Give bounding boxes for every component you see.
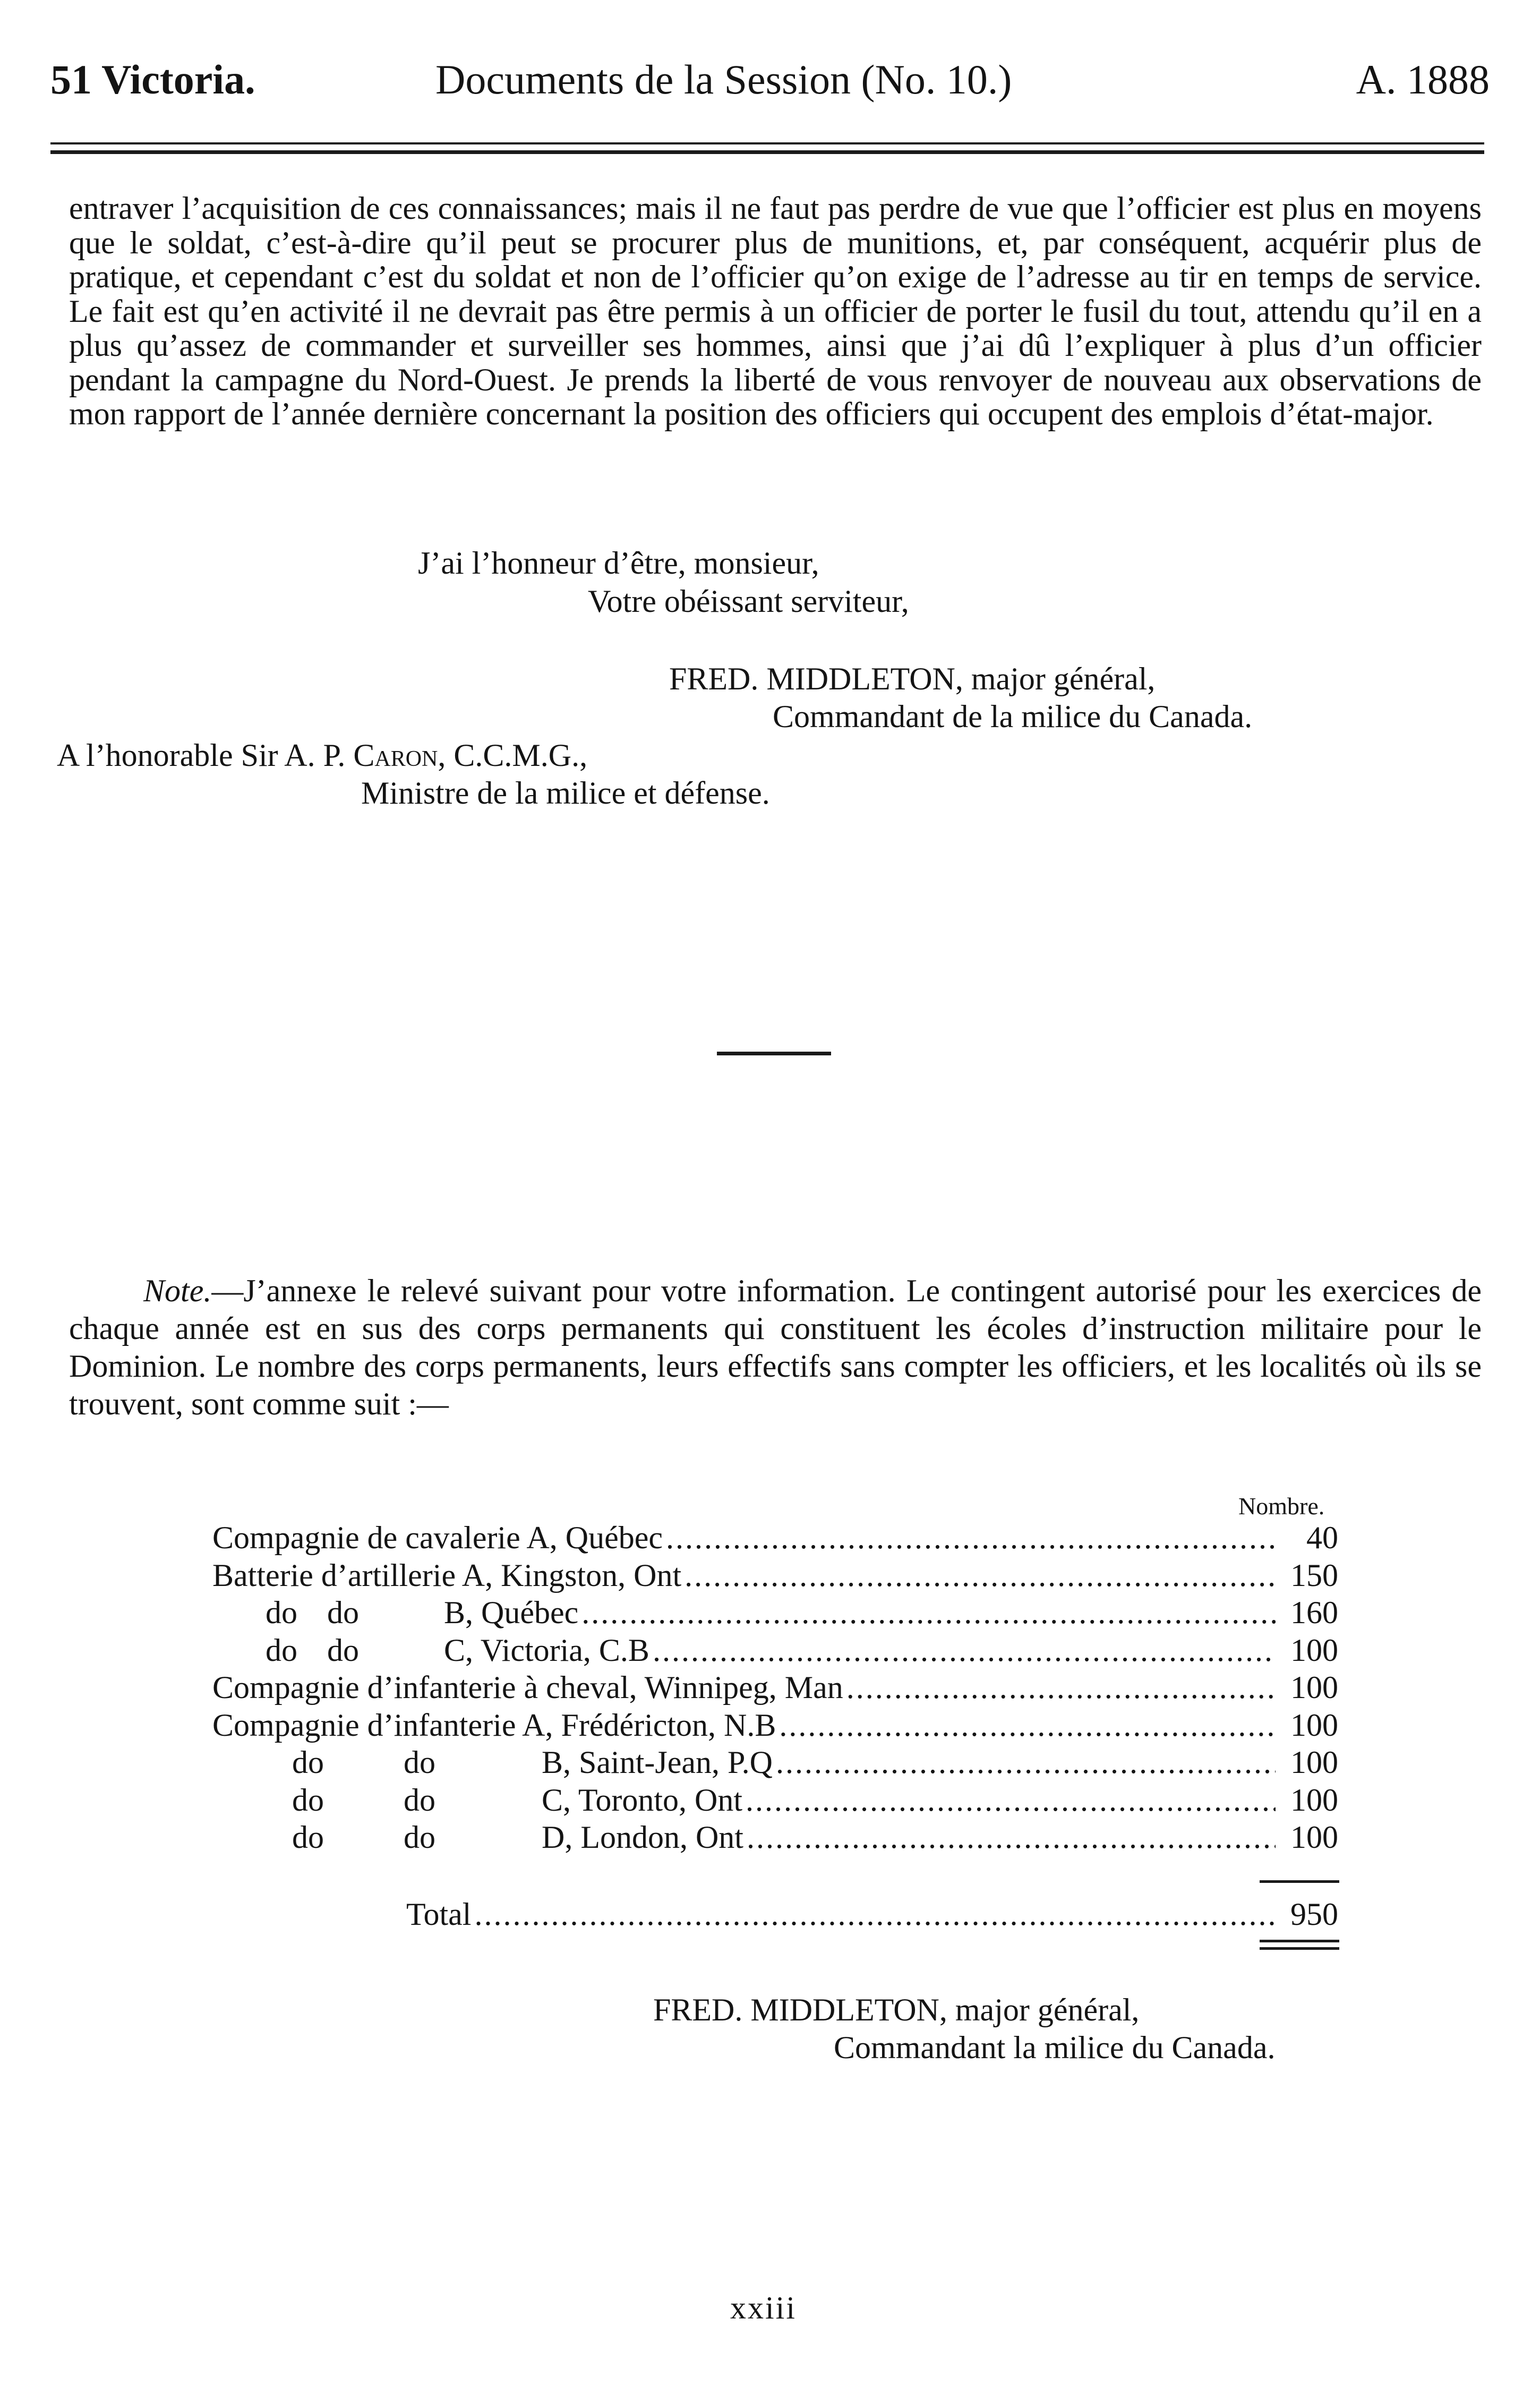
page-header: [50, 50, 1490, 109]
signature2-name: FRED. MIDDLETON, major général,: [653, 1992, 1140, 2027]
row-value: 100: [1290, 1782, 1338, 1818]
header-volume: 51 Victoria.: [50, 56, 255, 103]
row-label: Compagnie de cavalerie A, Québec: [212, 1520, 663, 1555]
row-label: Compagnie d’infanterie A, Frédéricton, N.B: [212, 1707, 776, 1743]
dot-leader: [742, 1781, 1276, 1819]
total-double-rule-bottom: [1260, 1947, 1339, 1950]
row-value: 40: [1306, 1520, 1338, 1555]
ditto-mark: do: [404, 1745, 435, 1780]
column-header-nombre: Nombre.: [1238, 1493, 1325, 1520]
ditto-mark: do: [404, 1820, 435, 1855]
ditto-mark: do: [266, 1632, 297, 1668]
closing-servant: Votre obéissant serviteur,: [588, 584, 909, 619]
table-row: [212, 1707, 1338, 1744]
total-label: Total: [406, 1897, 472, 1932]
dot-leader: [471, 1896, 1276, 1933]
addressee: [57, 737, 587, 774]
header-rule-thin: [50, 142, 1484, 144]
row-label: B, Québec: [444, 1595, 579, 1630]
sum-rule: [1260, 1880, 1339, 1883]
addressee-prefix: A l’honorable Sir A. P.: [57, 738, 346, 773]
table-row: [212, 1519, 1338, 1557]
total-row: [406, 1896, 1338, 1933]
table-row: [212, 1744, 1338, 1781]
total-value: 950: [1290, 1897, 1338, 1932]
table-row: [212, 1557, 1338, 1594]
dot-leader: [681, 1557, 1276, 1594]
dot-leader: [773, 1744, 1276, 1781]
row-value: 100: [1290, 1820, 1338, 1855]
table-row: [212, 1781, 1338, 1819]
corps-table: [212, 1519, 1338, 1856]
dot-leader: [776, 1707, 1276, 1744]
signature-name: FRED. MIDDLETON, major général,: [669, 661, 1156, 696]
ditto-mark: do: [327, 1632, 359, 1668]
addressee-suffix: , C.C.M.G.,: [438, 738, 588, 773]
page-number: xxiii: [730, 2290, 797, 2325]
table-row: [212, 1594, 1338, 1632]
dot-leader: [743, 1819, 1276, 1856]
row-label: Batterie d’artillerie A, Kingston, Ont: [212, 1557, 682, 1593]
row-value: 100: [1290, 1707, 1338, 1743]
ditto-mark: do: [292, 1745, 324, 1780]
row-value: 150: [1290, 1557, 1338, 1593]
ditto-mark: do: [292, 1820, 324, 1855]
table-row: [212, 1632, 1338, 1669]
row-value: 100: [1290, 1745, 1338, 1780]
row-value: 100: [1290, 1670, 1338, 1705]
header-year: A. 1888: [1356, 56, 1490, 103]
closing-greeting: J’ai l’honneur d’être, monsieur,: [418, 545, 819, 581]
table-row: [212, 1819, 1338, 1856]
dot-leader: [663, 1519, 1276, 1556]
addressee-title: Ministre de la milice et défense.: [361, 775, 770, 811]
ditto-mark: do: [327, 1595, 359, 1630]
note-label: Note.: [143, 1273, 212, 1308]
row-value: 160: [1290, 1595, 1338, 1630]
dot-leader: [843, 1669, 1276, 1706]
note-body: —J’annexe le relevé suivant pour votre information. Le contingent autorisé pour les exercices de chaque année est en sus des corps permanents qui constituent les écoles d’instruction militaire pour le Dominion. Le nombre des corps permanents, leurs effectifs sans compter les officiers, et les localités où ils se trouvent, sont comme suit :—: [69, 1273, 1482, 1421]
row-label: C, Victoria, C.B: [444, 1632, 649, 1668]
ditto-mark: do: [266, 1595, 297, 1630]
table-row: [212, 1669, 1338, 1707]
section-divider: [717, 1052, 831, 1055]
header-title: Documents de la Session (No. 10.): [435, 56, 1012, 103]
ditto-mark: do: [292, 1782, 324, 1818]
dot-leader: [578, 1594, 1276, 1631]
signature2-title: Commandant la milice du Canada.: [834, 2030, 1276, 2065]
note-paragraph: [69, 1272, 1482, 1423]
row-value: 100: [1290, 1632, 1338, 1668]
dot-leader: [649, 1632, 1276, 1669]
signature-title: Commandant de la milice du Canada.: [773, 699, 1253, 734]
addressee-name: Caron: [353, 738, 438, 773]
header-rule-thick: [50, 150, 1484, 154]
row-label: D, London, Ont: [542, 1820, 743, 1855]
letter-body: entraver l’acquisition de ces connaissances; mais il ne faut pas perdre de vue que l’officier est plus en moyens que le soldat, c’est-à-dire qu’il peut se procurer plus de munitions, et, par conséquent, acquérir plus de pratique, et cependant c’est du soldat et non de l’officier qu’on exige de l’adresse au tir en temps de service. Le fait est qu’en activité il ne devrait pas être permis à un officier de porter le fusil du tout, attendu qu’il en a plus qu’assez de commander et surveiller ses hommes, ainsi que j’ai dû l’expliquer à plus d’un officier pendant la campagne du Nord-Ouest. Je prends la liberté de vous renvoyer de nouveau aux observations de mon rapport de l’année dernière concernant la position des officiers qui occupent des emplois d’état-major.: [69, 191, 1482, 431]
row-label: Compagnie d’infanterie à cheval, Winnipeg, Man: [212, 1670, 843, 1705]
total-double-rule-top: [1260, 1940, 1339, 1942]
row-label: C, Toronto, Ont: [542, 1782, 743, 1818]
row-label: B, Saint-Jean, P.Q: [542, 1745, 773, 1780]
ditto-mark: do: [404, 1782, 435, 1818]
